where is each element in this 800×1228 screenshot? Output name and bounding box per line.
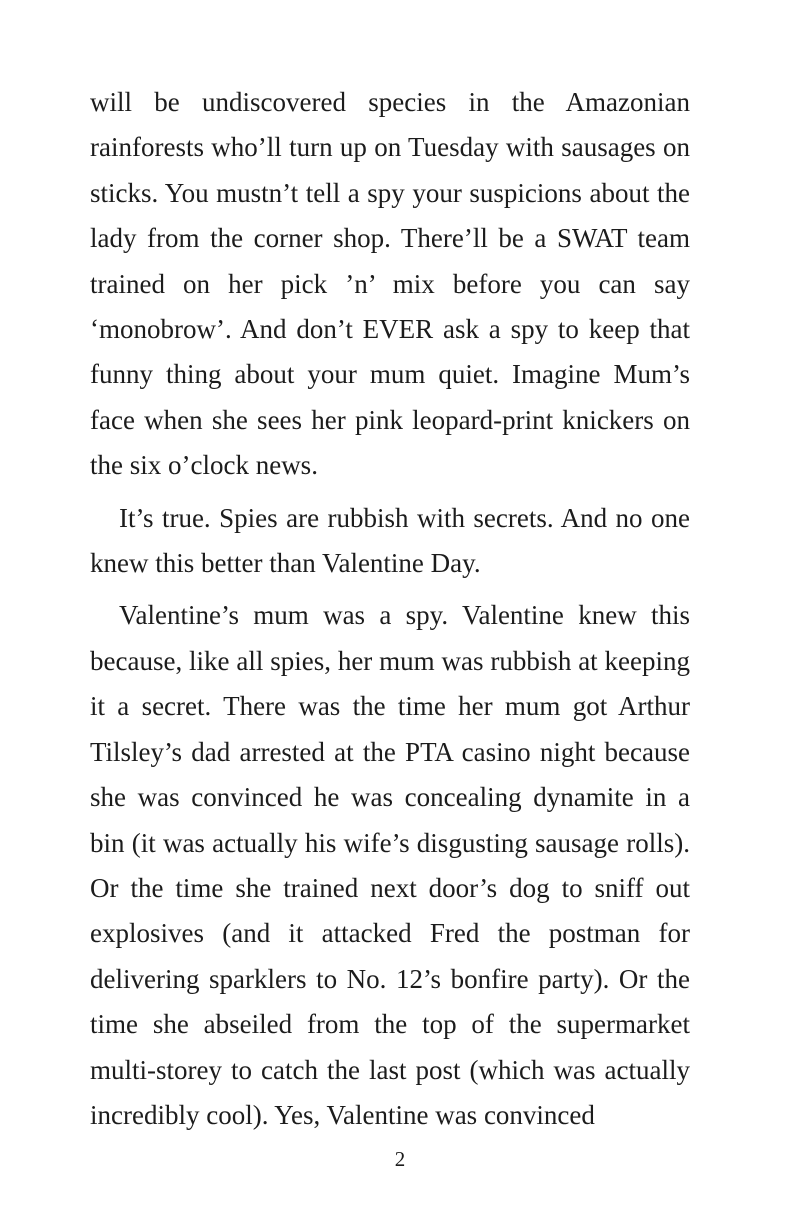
paragraph-valentines-mum: Valentine’s mum was a spy. Valentine knew this because, like all spies, her mum was rubbish at keeping it a secret. There was the time her mum got Arthur Tilsley’s dad arrested at the PTA casino night because she was convinced he was concealing dynamite in a bin (it was actually his wife’s disgusting sausage rolls). Or the time she trained next door’s dog to sniff out explosives (and it attacked Fred the postman for delivering sparklers to No. 12’s bonfire party). Or the time she abseiled from the top of the supermarket multi-storey to catch the last post (which was actually incredibly cool). Yes, Valentine was convinced	[90, 600, 690, 1130]
page-number: 2	[394, 1147, 406, 1171]
paragraph-spies-rubbish: It’s true. Spies are rubbish with secrets. And no one knew this better than Valentine Day.	[90, 502, 690, 579]
paragraph-continuation: will be undiscovered species in the Amazonian rainforests who’ll turn up on Tuesday with sausages on sticks. You mustn’t tell a spy your suspicions about the lady from the corner shop. There’ll be a SWAT team trained on her pick ’n’ mix before you can say ‘monobrow’. And don’t EVER ask a spy to keep that funny thing about your mum quiet. Imagine Mum’s face when she sees her pink leopard-print knickers on the six o’clock news.	[90, 87, 690, 481]
body-text	[90, 80, 690, 1138]
